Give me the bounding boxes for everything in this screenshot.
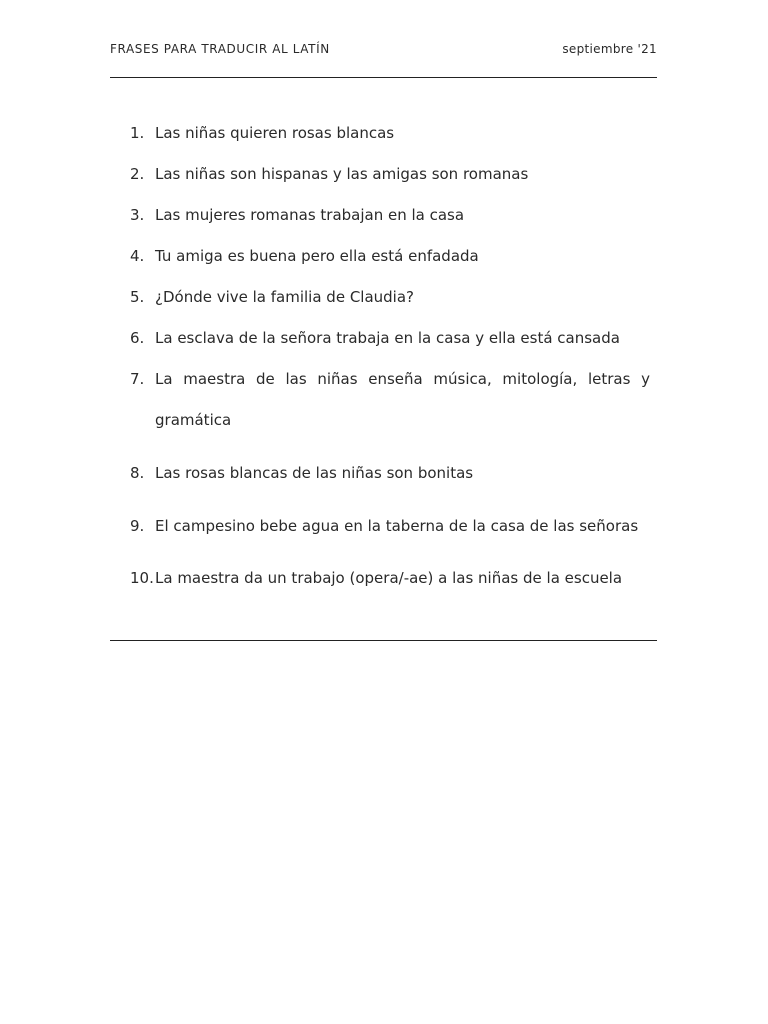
- item-text: Las rosas blancas de las niñas son bonitas: [155, 464, 474, 482]
- item-number: 5.: [130, 288, 145, 306]
- item-text: Las mujeres romanas trabajan en la casa: [155, 206, 465, 224]
- item-text: La esclava de la señora trabaja en la casa y ella está cansada: [155, 329, 620, 347]
- item-number: 9.: [130, 517, 145, 535]
- item-number: 3.: [130, 206, 145, 224]
- bottom-divider: [110, 640, 657, 641]
- item-text: El campesino bebe agua en la taberna de la casa de las señoras: [155, 517, 639, 535]
- item-number: 2.: [130, 165, 145, 183]
- item-number: 6.: [130, 329, 145, 347]
- list-item: [130, 366, 657, 436]
- item-text: ¿Dónde vive la familia de Claudia?: [155, 288, 415, 306]
- top-divider: [110, 77, 657, 78]
- item-number: 8.: [130, 464, 145, 482]
- item-number: 7.: [130, 370, 145, 388]
- item-text-continuation: gramática: [155, 411, 232, 429]
- item-text: La maestra da un trabajo (opera/-ae) a las niñas de la escuela: [155, 569, 623, 587]
- item-number: 1.: [130, 124, 145, 142]
- item-number: 4.: [130, 247, 145, 265]
- item-number: 10.: [130, 569, 154, 587]
- item-text: Las niñas son hispanas y las amigas son romanas: [155, 165, 529, 183]
- item-text: La maestra de las niñas enseña música, mitología, letras y: [155, 370, 650, 388]
- document-title: FRASES PARA TRADUCIR AL LATÍN: [110, 42, 330, 56]
- item-text: Las niñas quieren rosas blancas: [155, 124, 395, 142]
- document-date: septiembre '21: [562, 42, 657, 56]
- item-text: Tu amiga es buena pero ella está enfadada: [155, 247, 479, 265]
- page-header: [110, 40, 657, 62]
